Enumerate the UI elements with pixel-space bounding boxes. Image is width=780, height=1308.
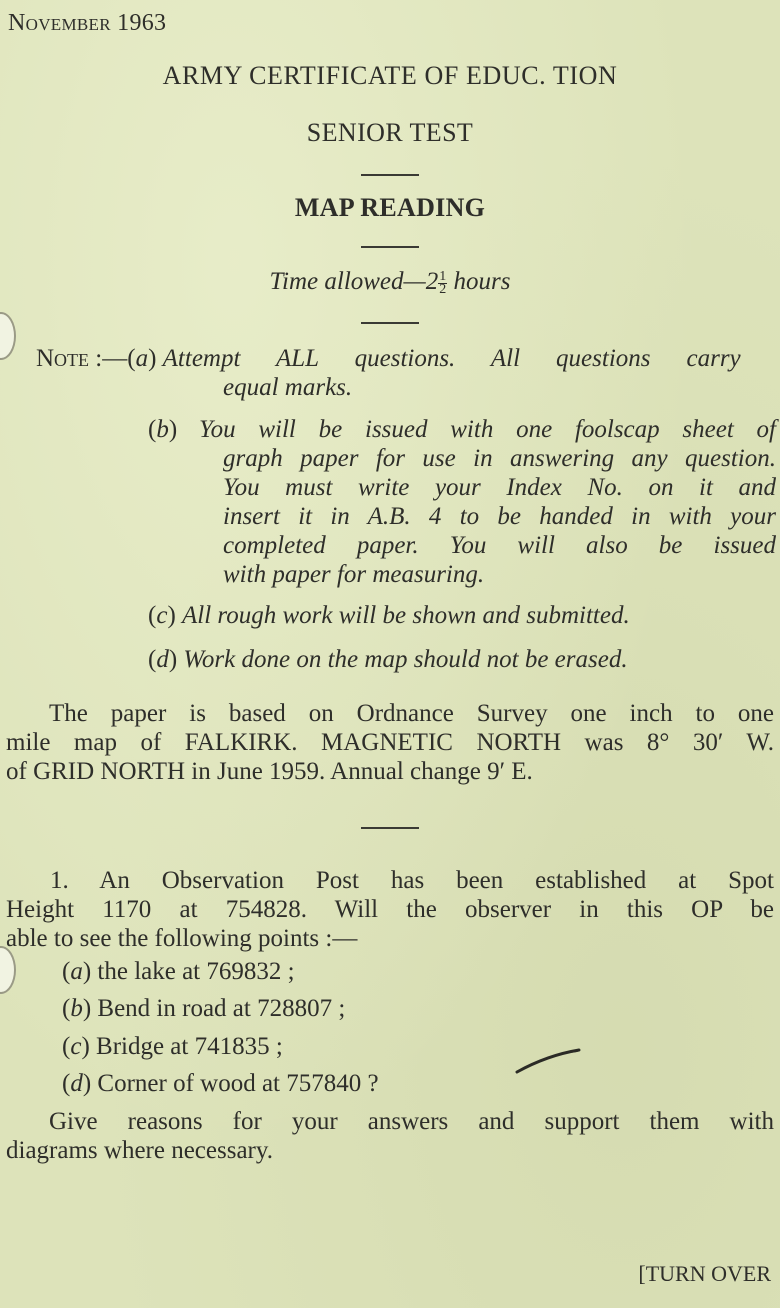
intro-line: mile map of FALKIRK. MAGNETIC NORTH was 8° 30′ W. — [6, 729, 774, 756]
item-letter: d — [70, 1070, 83, 1097]
note-label: Note — [36, 345, 90, 372]
intro-line: The paper is based on Ordnance Survey one inch to one — [49, 700, 774, 727]
note-b-line: You must write your Index No. on it and — [223, 474, 776, 501]
note-b-letter: b — [156, 416, 169, 443]
note-c-letter: c — [156, 602, 168, 629]
note-d-text: Work done on the map should not be erased. — [183, 646, 628, 673]
question-1-closing — [6, 1107, 774, 1165]
note-a-line1: Attempt ALL questions. All questions carry — [162, 345, 741, 372]
note-d-letter: d — [156, 646, 169, 673]
note-a-letter: a — [135, 345, 149, 372]
note-b-line: You will be issued with one foolscap sheet of — [199, 416, 776, 443]
note-a-close: ) — [148, 345, 163, 372]
note-c-text: All rough work will be shown and submitted. — [182, 602, 630, 629]
note-b-text — [199, 415, 776, 444]
punch-hole — [0, 946, 16, 994]
item-text: the lake at 769832 ; — [97, 958, 295, 985]
item-text: Bridge at 741835 ; — [96, 1033, 283, 1060]
item-letter: b — [70, 995, 83, 1022]
punch-hole — [0, 312, 16, 360]
divider-rule — [361, 246, 419, 248]
note-b-line: with paper for measuring. — [223, 561, 485, 588]
item-letter: c — [70, 1033, 82, 1060]
item-text: Corner of wood at 757840 ? — [97, 1070, 379, 1097]
note-a — [36, 344, 776, 373]
note-c: (c) All rough work will be shown and submitted. — [148, 602, 630, 629]
exam-level: SENIOR TEST — [306, 118, 474, 147]
divider-rule — [361, 322, 419, 324]
time-allowed-suffix: hours — [447, 268, 511, 295]
exam-title: ARMY CERTIFICATE OF EDUC. TION — [162, 61, 618, 90]
time-fraction — [438, 268, 447, 297]
question-1-item-d: (d) Corner of wood at 757840 ? — [62, 1070, 379, 1097]
divider-rule — [361, 827, 419, 829]
question-1-item-a: (a) the lake at 769832 ; — [62, 958, 295, 985]
question-1-line: able to see the following points :— — [6, 925, 358, 952]
closing-line: diagrams where necessary. — [6, 1137, 274, 1164]
item-letter: a — [70, 958, 83, 985]
divider-rule — [361, 174, 419, 176]
note-b-continuation — [223, 444, 776, 589]
time-allowed-prefix: Time allowed—2 — [269, 268, 439, 295]
note-d: (d) Work done on the map should not be erased. — [148, 646, 628, 673]
question-1 — [6, 866, 774, 953]
note-b-label: (b) — [148, 416, 178, 443]
question-1-line: Height 1170 at 754828. Will the observer in this OP be — [6, 896, 774, 923]
exam-date: November 1963 — [8, 10, 167, 36]
pencil-tick-mark — [515, 1048, 583, 1074]
question-1-item-b: (b) Bend in road at 728807 ; — [62, 995, 346, 1022]
exam-subject: MAP READING — [294, 193, 486, 222]
note-b-line: insert it in A.B. 4 to be handed in with your — [223, 503, 776, 530]
time-allowed — [0, 268, 780, 296]
note-lead: :—( — [89, 345, 136, 372]
intro-paragraph — [6, 699, 774, 786]
turn-over-note: [TURN OVER — [638, 1261, 771, 1286]
question-1-item-c: (c) Bridge at 741835 ; — [62, 1033, 283, 1060]
note-a-line2: equal marks. — [223, 374, 353, 401]
note-b-line: graph paper for use in answering any question. — [223, 445, 776, 472]
fraction-numerator: 1 — [439, 268, 447, 284]
fraction-denominator: 2 — [439, 281, 447, 297]
item-text: Bend in road at 728807 ; — [97, 995, 346, 1022]
note-b-line: completed paper. You will also be issued — [223, 532, 776, 559]
closing-line: Give reasons for your answers and support them with — [49, 1108, 774, 1135]
question-1-line: 1. An Observation Post has been established at Spot — [50, 867, 774, 894]
intro-line: of GRID NORTH in June 1959. Annual change 9′ E. — [6, 758, 533, 785]
